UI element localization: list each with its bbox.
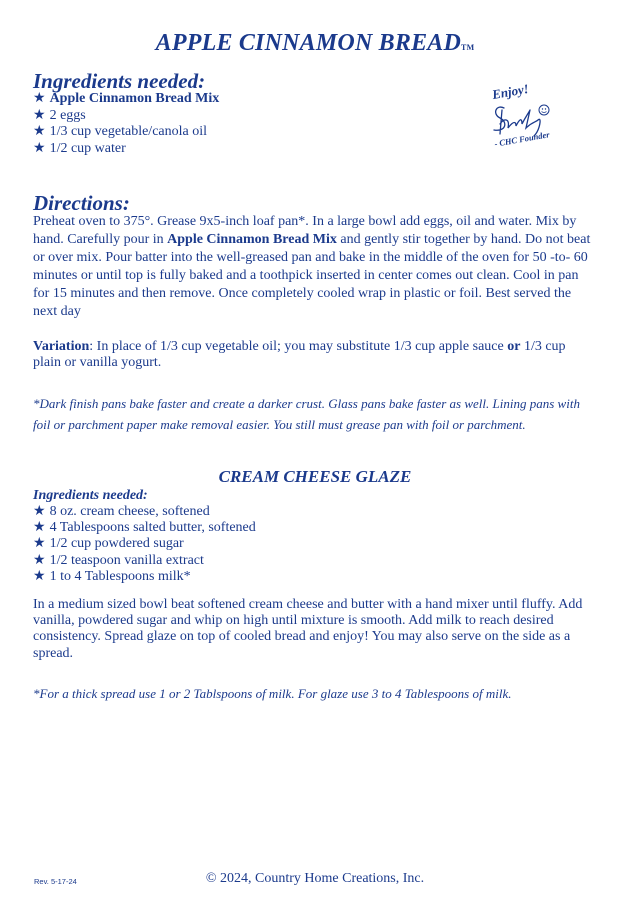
- glaze-ingredient: 1/2 cup powdered sugar: [49, 536, 184, 552]
- ingredient-text: 2 eggs: [49, 107, 86, 123]
- directions-part-2: and gently stir together by hand. Do not beat or over mix. Pour batter into the well-greased pan and bake in the middle of the oven for 50 -to- 60 minutes or until top is fully baked and a toothpick inserted in center comes out clean. Cool in pan for 15 minutes and then remove. Once completely cooled wrap in plastic or foil. Best served the next day: [33, 232, 591, 319]
- list-item: [33, 520, 256, 536]
- variation-part-2: 1/3 cup plain or vanilla yogurt.: [33, 339, 566, 371]
- list-item: [33, 553, 256, 569]
- star-icon: ★: [33, 568, 46, 584]
- title-text: APPLE CINNAMON BREAD: [155, 30, 462, 56]
- star-icon: ★: [33, 124, 46, 139]
- star-icon: ★: [33, 107, 46, 123]
- list-item: [33, 91, 219, 108]
- enjoy-label: Enjoy!: [490, 80, 530, 103]
- glaze-note: *For a thick spread use 1 or 2 Tablspoons of milk. For glaze use 3 to 4 Tablespoons of milk.: [33, 686, 512, 701]
- ingredients-heading: Ingredients needed:: [33, 69, 206, 93]
- list-item: [33, 124, 219, 141]
- directions-heading: Directions:: [33, 191, 130, 215]
- star-icon: ★: [33, 552, 46, 568]
- ingredient-text: 1/3 cup vegetable/canola oil: [49, 124, 208, 139]
- trademark-mark: TM: [461, 43, 475, 52]
- ingredients-list: [33, 91, 219, 157]
- glaze-ingredient: 4 Tablespoons salted butter, softened: [49, 520, 256, 536]
- glaze-ingredient: 8 oz. cream cheese, softened: [49, 504, 210, 519]
- list-item: [33, 504, 256, 520]
- pan-note: *Dark finish pans bake faster and create a darker crust. Glass pans bake faster as well. Lining pans with foil or parchment paper make removal easier. You still must grease pan with foil or parchment.: [33, 396, 580, 432]
- glaze-instructions: In a medium sized bowl beat softened cream cheese and butter with a hand mixer until fluffy. Add vanilla, powdered sugar and whip on high until mixture is smooth. Add milk to reach desired consistency. Spread glaze on top of cooled bread and enjoy! You may also serve on the side as a spread.: [33, 597, 583, 661]
- star-icon: ★: [33, 536, 46, 552]
- founder-label: - CHC Founder: [493, 129, 551, 149]
- variation-text: [33, 339, 593, 371]
- copyright-text: © 2024, Country Home Creations, Inc.: [205, 871, 425, 886]
- variation-or: or: [507, 339, 521, 354]
- star-icon: ★: [33, 504, 46, 519]
- directions-part-1: Preheat oven to 375°. Grease 9x5-inch loaf pan*. In a large bowl add eggs, oil and water. Mix by hand. Carefully pour in: [33, 214, 577, 247]
- list-item: [33, 141, 219, 158]
- star-icon: ★: [33, 91, 46, 106]
- star-icon: ★: [33, 140, 46, 156]
- variation-label: Variation: [33, 339, 90, 354]
- glaze-ingredient: 1/2 teaspoon vanilla extract: [49, 552, 204, 568]
- revision-label: Rev. 5-17-24: [34, 877, 77, 886]
- founder-signature: [484, 80, 574, 159]
- star-icon: ★: [33, 520, 46, 536]
- list-item: [33, 569, 256, 585]
- glaze-ingredients-heading: Ingredients needed:: [33, 488, 148, 503]
- directions-mix-name: Apple Cinnamon Bread Mix: [167, 232, 337, 247]
- list-item: [33, 108, 219, 125]
- ingredient-bold: Apple Cinnamon Bread Mix: [49, 91, 220, 106]
- directions-text: [33, 213, 593, 321]
- glaze-ingredients-list: [33, 504, 256, 585]
- glaze-ingredient: 1 to 4 Tablespoons milk*: [49, 568, 191, 584]
- page-title: [0, 30, 630, 57]
- variation-part-1: : In place of 1/3 cup vegetable oil; you may substitute 1/3 cup apple sauce: [89, 339, 508, 354]
- list-item: [33, 536, 256, 552]
- glaze-title: CREAM CHEESE GLAZE: [218, 467, 412, 486]
- ingredient-text: 1/2 cup water: [49, 140, 126, 156]
